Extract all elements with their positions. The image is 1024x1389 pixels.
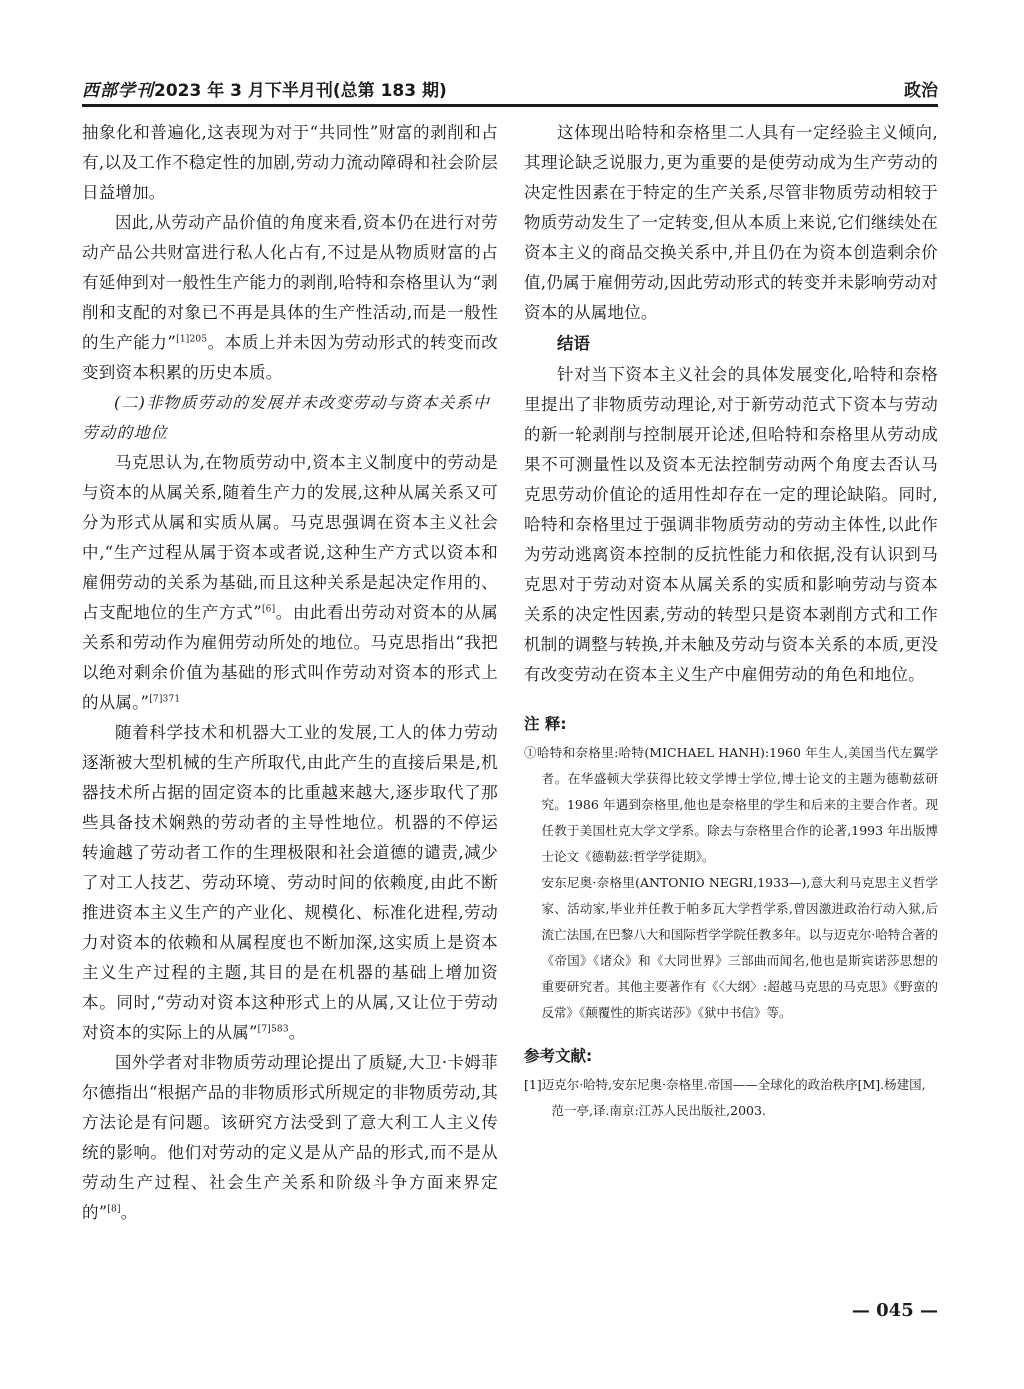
citation: [7]371 xyxy=(149,694,181,705)
reference-item: [1]迈克尔·哈特,安东尼奥·奈格里.帝国——全球化的政治秩序[M].杨建国,范一亭,译.南京:江苏人民出版社,2003. xyxy=(524,1077,926,1118)
paragraph: 抽象化和普遍化,这表现为对于“共同性”财富的剥削和占有,以及工作不稳定性的加剧,劳动力流动障碍和社会阶层日益增加。 xyxy=(82,123,498,202)
footnote: ①哈特和奈格里:哈特(MICHAEL HANH):1960 年生人,美国当代左翼学者。在华盛顿大学获得比较文学博士学位,博士论文的主题为德勒兹研究。1986 年遇到奈格里,他也是奈格里的学生和后来的主要合作者。现任教于美国杜克大学文学系。除去与奈格里合作的论著,1993 年出版博士论文《德勒兹:哲学学徒期》。 xyxy=(524,745,938,864)
citation: [6] xyxy=(261,604,276,615)
issue-label: 2023 年 3 月下半月刊(总第 183 期) xyxy=(154,81,447,101)
section-label: 政治 xyxy=(904,81,938,101)
journal-info xyxy=(82,76,447,101)
paragraph: 马克思认为,在物质劳动中,资本主义制度中的劳动是与资本的从属关系,随着生产力的发展,这种从属关系又可分为形式从属和实质从属。马克思强调在资本主义社会中,“生产过程从属于资本或者说,这种生产方式以资本和雇佣劳动的关系为基础,而且这种关系是起决定作用的、占支配地位的生产方式”[6]。由此看出劳动对资本的从属关系和劳动作为雇佣劳动所处的地位。马克思指出“我把以绝对剩余价值为基础的形式叫作劳动对资本的形式上的从属。”$^{[7]371}$ xyxy=(82,453,498,712)
running-header xyxy=(82,72,938,107)
citation: [1]205 xyxy=(176,334,208,345)
right-column xyxy=(524,118,938,1124)
paragraph: 这体现出哈特和奈格里二人具有一定经验主义倾向,其理论缺乏说服力,更为重要的是使劳动成为生产劳动的决定性因素在于特定的生产关系,尽管非物质劳动相较于物质劳动发生了一定转变,但从本质上来说,它们继续处在资本主义的商品交换关系中,并且仍在为资本创造剩余价值,仍属于雇佣劳动,因此劳动形式的转变并未影响劳动对资本的从属地位。 xyxy=(524,123,938,322)
journal-logo: 西部学刊 xyxy=(82,81,154,101)
page-number: — 045 — xyxy=(851,1300,938,1321)
citation: [8] xyxy=(107,1204,121,1215)
left-column xyxy=(82,118,498,1228)
references-heading: 参考文献: xyxy=(524,1047,593,1065)
subsection-heading: (二)非物质劳动的发展并未改变劳动与资本关系中劳动的地位 xyxy=(82,393,491,442)
conclusion-heading: 结语 xyxy=(557,334,590,353)
paragraph: 针对当下资本主义社会的具体发展变化,哈特和奈格里提出了非物质劳动理论,对于新劳动范式下资本与劳动的新一轮剥削与控制展开论述,但哈特和奈格里从劳动成果不可测量性以及资本无法控制劳动两个角度去否认马克思劳动价值论的适用性却存在一定的理论缺陷。同时,哈特和奈格里过于强调非物质劳动的劳动主体性,以此作为劳动逃离资本控制的反抗性能力和依据,没有认识到马克思对于劳动对资本从属关系的实质和影响劳动与资本关系的决定性因素,劳动的转型只是资本剥削方式和工作机制的调整与转换,并未触及劳动与资本关系的本质,更没有改变劳动在资本主义生产中雇佣劳动的角色和地位。 xyxy=(524,365,938,684)
paragraph: 因此,从劳动产品价值的角度来看,资本仍在进行对劳动产品公共财富进行私人化占有,不过是从物质财富的占有延伸到对一般性生产能力的剥削,哈特和奈格里认为“剥削和支配的对象已不再是具体的生产性活动,而是一般性的生产能力”$^{[1]205}$。本质上并未因为劳动形式的转变而改变到资本积累的历史本质。 xyxy=(82,213,498,382)
footnote: 安东尼奥·奈格里(ANTONIO NEGRI,1933—),意大利马克思主义哲学家、活动家,毕业并任教于帕多瓦大学哲学系,曾因激进政治行动入狱,后流亡法国,在巴黎八大和国际哲学学院任教多年。以与迈克尔·哈特合著的《帝国》《诸众》和《大同世界》三部曲而闻名,他也是斯宾诺莎思想的重要研究者。其他主要著作有《〈大纲〉:超越马克思的马克思》《野蛮的反常》《颠覆性的斯宾诺莎》《狱中书信》等。 xyxy=(541,875,938,1020)
citation: [7]583 xyxy=(257,1024,289,1035)
paragraph: 随着科学技术和机器大工业的发展,工人的体力劳动逐渐被大型机械的生产所取代,由此产生的直接后果是,机器技术所占据的固定资本的比重越来越大,逐步取代了那些具备技术娴熟的劳动者的主导性地位。机器的不停运转逾越了劳动者工作的生理极限和社会道德的谴责,减少了对工人技艺、劳动环境、劳动时间的依赖度,由此不断推进资本主义生产的产业化、规模化、标准化进程,劳动力对资本的依赖和从属程度也不断加深,这实质上是资本主义生产过程的主题,其目的是在机器的基础上增加资本。同时,“劳动对资本这种形式上的从属,又让位于劳动对资本的实际上的从属”$^{[7]583}$。 xyxy=(82,723,498,1042)
notes-heading: 注 释: xyxy=(524,715,567,733)
paragraph: 国外学者对非物质劳动理论提出了质疑,大卫·卡姆菲尔德指出“根据产品的非物质形式所规定的非物质劳动,其方法论是有问题。该研究方法受到了意大利工人主义传统的影响。他们对劳动的定义是从产品的形式,而不是从劳动生产过程、社会生产关系和阶级斗争方面来界定的”[8]。 xyxy=(82,1053,498,1222)
